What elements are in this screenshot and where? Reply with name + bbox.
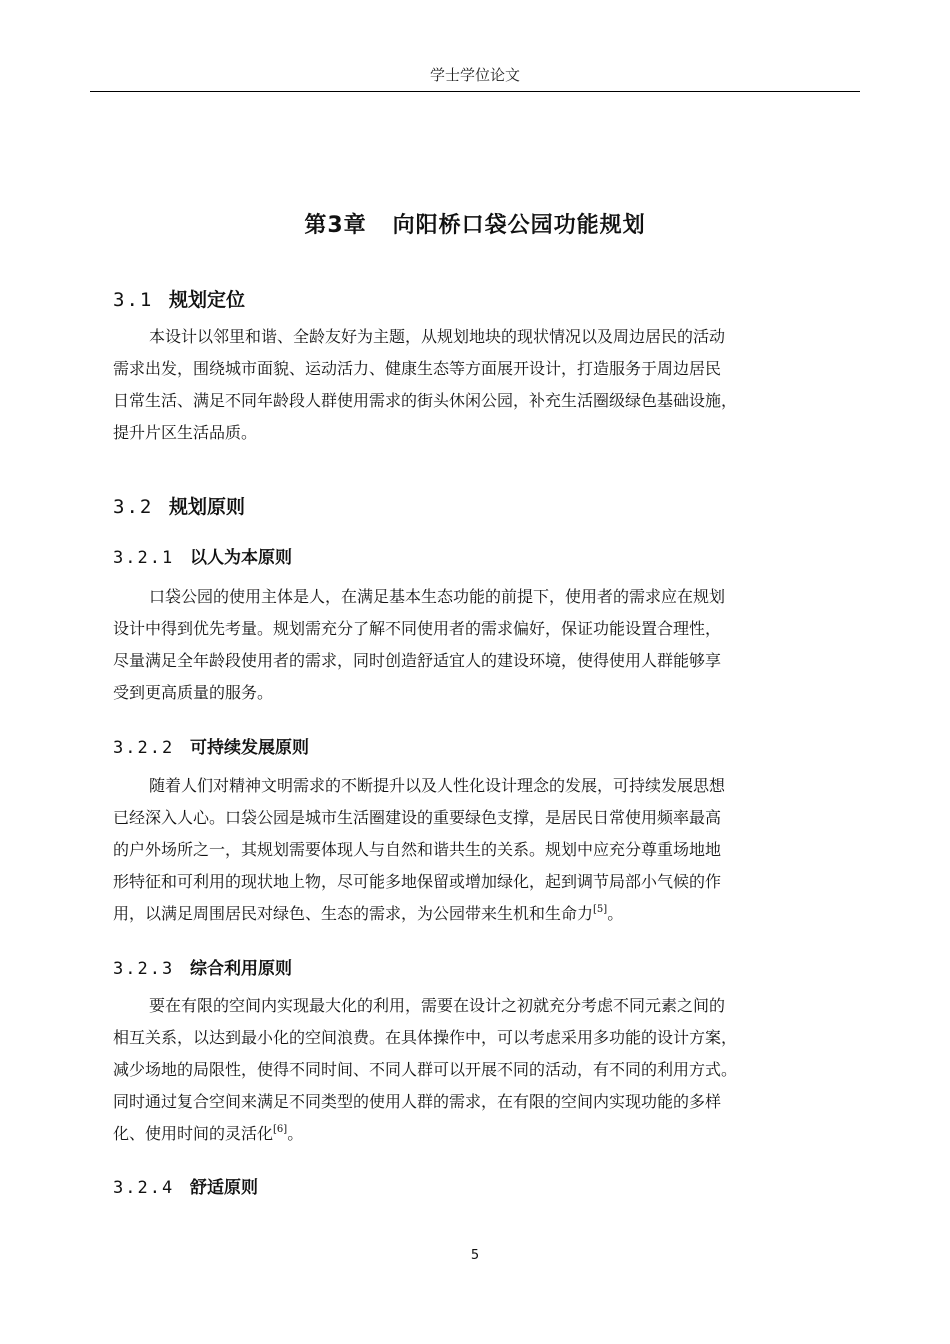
chapter-title [90,208,860,239]
text-line: 形特征和可利用的现状地上物，尽可能多地保留或增加绿化，起到调节局部小气候的作 [113,872,722,891]
line-end: 。 [607,904,624,923]
subsection-heading-3-2-2 [113,733,309,758]
subsection-heading-3-2-4 [113,1173,258,1198]
subsection-title: 可持续发展原则 [190,738,309,758]
text-line: 本设计以邻里和谐、全龄友好为主题，从规划地块的现状情况以及周边居民的活动 [149,327,726,346]
text-line: 相互关系，以达到最小化的空间浪费。在具体操作中，可以考虑采用多功能的设计方案， [113,1028,738,1047]
paragraph-3-2-1 [113,581,861,709]
section-title: 规划原则 [169,496,246,518]
text-line: 同时通过复合空间来满足不同类型的使用人群的需求，在有限的空间内实现功能的多样 [113,1092,722,1111]
paragraph-3-2-2 [113,770,861,930]
subsection-heading-3-2-1 [113,543,292,568]
section-number: 3.1 [113,289,154,311]
text-line: 受到更高质量的服务。 [113,683,274,702]
text-line: 设计中得到优先考量。规划需充分了解不同使用者的需求偏好，保证功能设置合理性， [113,619,722,638]
text-line: 随着人们对精神文明需求的不断提升以及人性化设计理念的发展，可持续发展思想 [149,776,726,795]
text-line: 尽量满足全年龄段使用者的需求，同时创造舒适宜人的建设环境，使得使用人群能够享 [113,651,722,670]
subsection-number: 3.2.3 [113,959,175,979]
citation-ref-6[interactable]: [6] [273,1124,288,1135]
chapter-title-text: 向阳桥口袋公园功能规划 [392,213,646,238]
subsection-title: 舒适原则 [190,1178,258,1198]
paragraph-3-2-3 [113,990,861,1150]
subsection-number: 3.2.2 [113,738,175,758]
text-line: 需求出发，围绕城市面貌、运动活力、健康生态等方面展开设计，打造服务于周边居民 [113,359,722,378]
header-rule [90,91,860,92]
text-line: 日常生活、满足不同年龄段人群使用需求的街头休闲公园，补充生活圈级绿色基础设施， [113,391,738,410]
paragraph-3-1 [113,321,861,449]
line-end: 。 [287,1124,304,1143]
subsection-title: 以人为本原则 [190,548,292,568]
chapter-number: 第3章 [304,213,367,238]
text-line: 要在有限的空间内实现最大化的利用，需要在设计之初就充分考虑不同元素之间的 [149,996,726,1015]
section-heading-3-1 [113,285,245,312]
text-line: 的户外场所之一，其规划需要体现人与自然和谐共生的关系。规划中应充分尊重场地地 [113,840,722,859]
text-line-body: 化、使用时间的灵活化 [113,1124,274,1143]
section-number: 3.2 [113,496,154,518]
subsection-number: 3.2.4 [113,1178,175,1198]
text-line-body: 用，以满足周围居民对绿色、生态的需求，为公园带来生机和生命力 [113,904,594,923]
text-line: 已经深入人心。口袋公园是城市生活圈建设的重要绿色支撑，是居民日常使用频率最高 [113,808,722,827]
text-line: 提升片区生活品质。 [113,423,258,442]
text-line: 减少场地的局限性，使得不同时间、不同人群可以开展不同的活动，有不同的利用方式。 [113,1060,738,1079]
subsection-heading-3-2-3 [113,954,292,979]
page-number: 5 [470,1248,480,1263]
subsection-title: 综合利用原则 [190,959,292,979]
text-line: 口袋公园的使用主体是人，在满足基本生态功能的前提下，使用者的需求应在规划 [149,587,726,606]
running-header: 学士学位论文 [429,66,520,84]
section-heading-3-2 [113,492,245,519]
citation-ref-5[interactable]: [5] [593,904,608,915]
section-title: 规划定位 [169,289,246,311]
text-line [113,1118,861,1150]
subsection-number: 3.2.1 [113,548,175,568]
text-line [113,898,861,930]
